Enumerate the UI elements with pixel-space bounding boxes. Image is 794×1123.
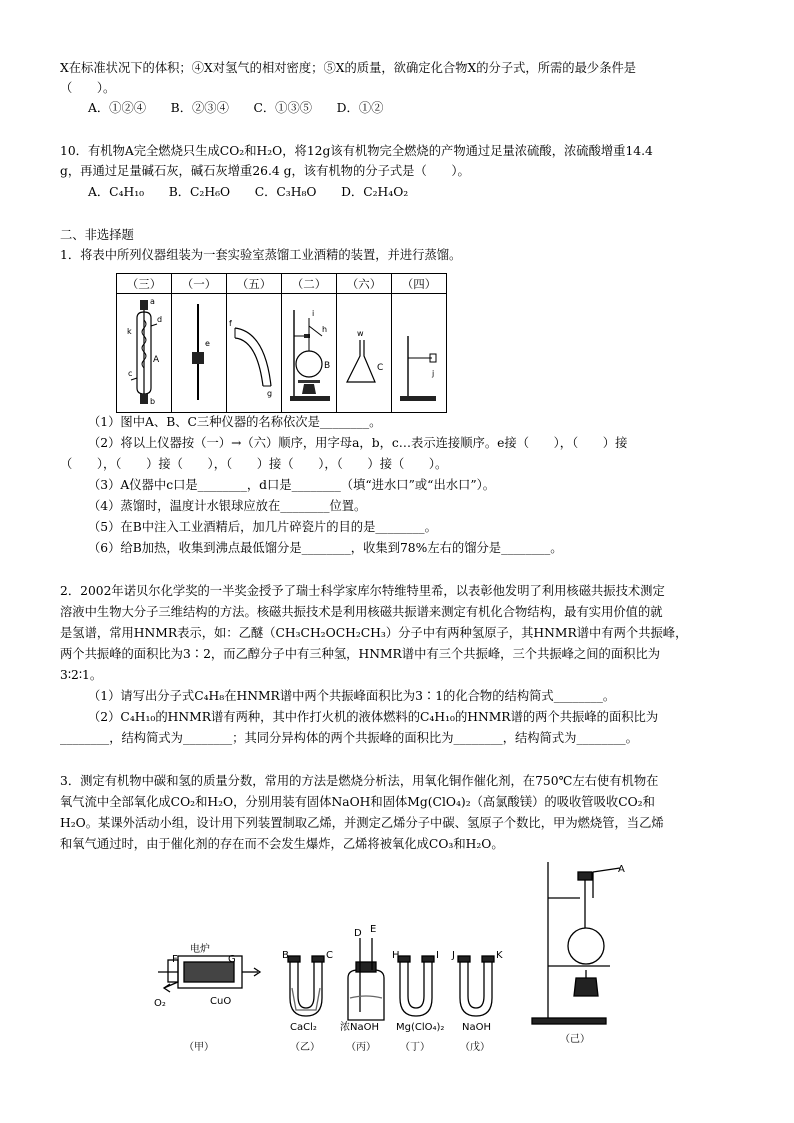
conical-flask-cell: [337, 294, 392, 413]
q2-part-1: （1）请写出分子式C₄H₈在HNMR谱中两个共振峰面积比为3∶1的化合物的结构简式________。: [88, 689, 616, 703]
q2-line-1: 2．2002年诺贝尔化学奖的一半奖金授予了瑞士科学家库尔特维特里希，以表彰他发明了利用核磁共振技术测定: [60, 584, 665, 598]
table-header: （五）: [227, 274, 282, 294]
q1-intro: 1．将表中所列仪器组装为一套实验室蒸馏工业酒精的装置，并进行蒸馏。: [60, 248, 462, 262]
q1-part-6: （6）给B加热，收集到沸点最低馏分是________，收集到78%左右的馏分是________。: [88, 541, 563, 555]
table-header: （三）: [117, 274, 172, 294]
u-tube-naoh: [458, 956, 494, 1016]
label-i: i: [312, 308, 315, 318]
ethylene-combustion-apparatus: [150, 858, 630, 1058]
distillation-flask-cell: [282, 294, 337, 413]
label-K: K: [496, 950, 503, 961]
q10-line-2: g，再通过足量碱石灰，碱石灰增重26.4 g，该有机物的分子式是（ ）。: [60, 164, 470, 178]
label-A: A: [153, 354, 160, 365]
distillation-flask-drawing: [282, 296, 336, 408]
q3-line-2: 氧气流中全部氧化成CO₂和H₂O，分别用装有固体NaOH和固体Mg(ClO₄)₂（高氯酸镁）的吸收管吸收CO₂和: [60, 795, 655, 809]
q3-line-3: H₂O。某课外活动小组，设计用下列装置制取乙烯，并测定乙烯分子中碳、氢原子个数比，甲为燃烧管，当乙烯: [60, 816, 664, 830]
label-G: G: [228, 954, 236, 965]
q10-options: A．C₄H₁₀ B．C₂H₆O C．C₃H₈O D．C₂H₄O₂: [88, 185, 409, 199]
q2-line-4: 两个共振峰的面积比为3∶2，而乙醇分子中有三种氢，HNMR谱中有三个共振峰，三个共振峰之间的面积比为: [60, 647, 661, 661]
label-j: j: [432, 368, 435, 378]
table-header: （二）: [282, 274, 337, 294]
label-J: J: [452, 950, 455, 961]
q10-line-1: 10．有机物A完全燃烧只生成CO₂和H₂O，将12g该有机物完全燃烧的产物通过足量浓硫酸，浓硫酸增重14.4: [60, 144, 653, 158]
q2-line-5: 3∶2∶1。: [60, 668, 103, 682]
adapter-drawing: [227, 296, 281, 408]
iron-stand-cell: [392, 294, 447, 413]
table-header: （六）: [337, 274, 392, 294]
section-title: 二、非选择题: [60, 228, 134, 242]
wash-bottle-naoh: [348, 938, 384, 1020]
cacl2-label: CaCl₂: [290, 1022, 317, 1033]
label-B: B: [324, 360, 331, 371]
thermometer-cell: [172, 294, 227, 413]
q2-line-3: 是氢谱，常用HNMR表示，如：乙醚（CH₃CH₂OCH₂CH₃）分子中有两种氢原子，其HNMR谱中有两个共振峰，: [60, 626, 688, 640]
caption-jia: （甲）: [184, 1042, 214, 1053]
label-I: I: [436, 950, 439, 961]
adapter-cell: [227, 294, 282, 413]
label-b: b: [150, 396, 156, 406]
mgclo4-label: Mg(ClO₄)₂: [396, 1022, 445, 1033]
label-B: B: [282, 950, 289, 961]
q1-part-2-cont: （ ），（ ）接（ ），（ ）接（ ），（ ）接（ ）。: [60, 457, 448, 471]
q3-line-4: 和氧气通过时，由于催化剂的存在而不会发生爆炸，乙烯将被氧化成CO₃和H₂O。: [60, 837, 504, 851]
q3-line-1: 3．测定有机物中碳和氢的质量分数，常用的方法是燃烧分析法，用氧化铜作催化剂，在750℃左右使有机物在: [60, 774, 659, 788]
ethylene-generator: [532, 862, 620, 1024]
label-D: D: [354, 928, 362, 939]
q9-line-1: X在标准状况下的体积；④X对氢气的相对密度；⑤X的质量，欲确定化合物X的分子式，所需的最少条件是: [60, 61, 637, 75]
label-E: E: [370, 924, 377, 935]
table-header: （四）: [392, 274, 447, 294]
apparatus-table: [116, 273, 447, 413]
u-tube-mgclo4: [398, 956, 434, 1016]
label-C: C: [377, 362, 384, 373]
table-header: （一）: [172, 274, 227, 294]
u-tube-cacl2: [288, 956, 324, 1016]
cuo-label: CuO: [210, 996, 232, 1007]
q9-options: A．①②④ B．②③④ C．①③⑤ D．①②: [88, 101, 384, 115]
label-g: g: [267, 388, 273, 398]
q9-line-2: （ ）。: [60, 81, 116, 95]
q2-line-2: 溶液中生物大分子三维结构的方法。核磁共振技术是利用核磁共振谱来测定有机化合物结构，最有实用价值的就: [60, 605, 663, 619]
label-d: d: [157, 314, 163, 324]
label-A: A: [618, 864, 625, 875]
label-w: w: [357, 328, 364, 338]
q2-part-2-cont: ________，结构简式为________；其同分异构体的两个共振峰的面积比为________，结构简式为________。: [60, 731, 638, 745]
naoh-label: NaOH: [462, 1022, 491, 1033]
caption-yi: （乙）: [290, 1042, 320, 1053]
label-c: c: [128, 368, 133, 378]
conical-flask-drawing: [337, 296, 391, 408]
q1-part-1: （1）图中A、B、C三种仪器的名称依次是________。: [88, 415, 382, 429]
label-C: C: [326, 950, 333, 961]
label-H: H: [392, 950, 400, 961]
label-a: a: [150, 296, 155, 306]
label-e: e: [205, 338, 210, 348]
thermometer-drawing: [172, 296, 226, 408]
label-h: h: [322, 324, 328, 334]
condenser-cell: [117, 294, 172, 413]
caption-bing: （丙）: [346, 1042, 376, 1053]
q1-part-2: （2）将以上仪器按（一）→（六）顺序，用字母a，b，c…表示连接顺序。e接（ ），（ ）接: [88, 436, 628, 450]
caption-ding: （丁）: [400, 1042, 430, 1053]
iron-stand-drawing: [392, 296, 446, 408]
label-f: f: [229, 318, 232, 328]
q1-part-3: （3）A仪器中c口是________，d口是________（填“进水口”或“出水口”）。: [88, 478, 496, 492]
o2-label: O₂: [154, 998, 166, 1009]
caption-wu: （戊）: [460, 1042, 490, 1053]
naoh-conc-label: 浓NaOH: [340, 1022, 379, 1033]
condenser-drawing: [117, 296, 171, 408]
label-F: F: [172, 954, 178, 965]
caption-ji: （己）: [560, 1034, 590, 1045]
q1-part-4: （4）蒸馏时，温度计水银球应放在________位置。: [88, 499, 367, 513]
q1-part-5: （5）在B中注入工业酒精后，加几片碎瓷片的目的是________。: [88, 520, 437, 534]
label-k: k: [127, 326, 132, 336]
furnace-label: 电炉: [190, 944, 210, 955]
q2-part-2: （2）C₄H₁₀的HNMR谱有两种，其中作打火机的液体燃料的C₄H₁₀的HNMR谱的两个共振峰的面积比为: [88, 710, 659, 724]
